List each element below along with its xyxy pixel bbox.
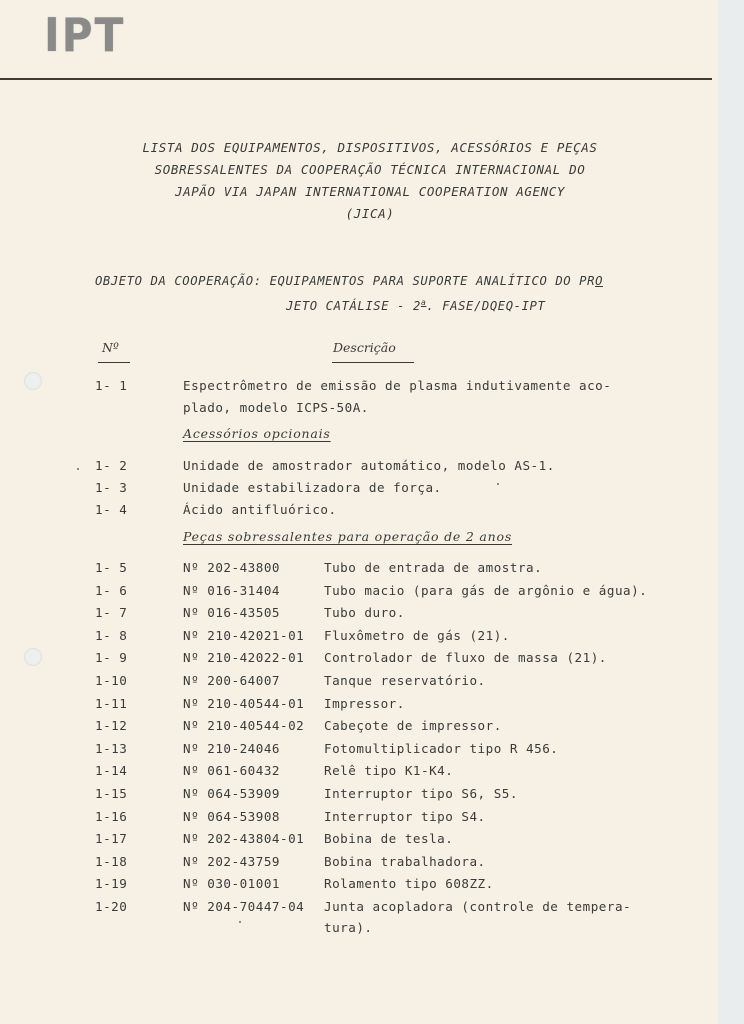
- cooperation-object: [95, 270, 603, 317]
- item-number: 1- 2: [95, 458, 128, 473]
- item-number: 1- 6: [95, 582, 128, 598]
- item-description: Tubo de entrada de amostra.: [324, 560, 543, 575]
- title-line: (JICA): [345, 206, 395, 221]
- column-header-rule: [332, 362, 414, 363]
- part-code: Nº 200-64007: [183, 673, 280, 688]
- item-description: Tubo macio (para gás de argônio e água).: [324, 582, 648, 598]
- item-number: 1-15: [95, 786, 128, 801]
- part-code: Nº 210-40544-02: [183, 718, 305, 734]
- objeto-text-line2-end: . FASE/DQEQ-IPT: [426, 299, 546, 314]
- item-number: 1- 7: [95, 605, 128, 621]
- item-number: 1- 1: [95, 378, 128, 393]
- item-description: Junta acopladora (controle de tempera-: [324, 899, 632, 914]
- item-description: Interruptor tipo S6, S5.: [324, 786, 518, 801]
- header-divider: [0, 78, 712, 80]
- item-number: 1-13: [95, 740, 128, 756]
- item-description: Impressor.: [324, 695, 405, 711]
- item-number: 1-20: [95, 899, 128, 914]
- part-code: Nº 202-43800: [183, 560, 280, 575]
- part-code: Nº 064-53908: [183, 808, 280, 824]
- item-description: Relê tipo K1-K4.: [324, 763, 454, 779]
- part-code: Nº 016-31404: [183, 582, 280, 598]
- punch-hole: [24, 372, 42, 390]
- paper-speck: [497, 483, 499, 485]
- item-description: tura).: [324, 920, 373, 935]
- title-line: JAPÃO VIA JAPAN INTERNATIONAL COOPERATION AGENCY: [174, 184, 566, 199]
- paper-speck: [239, 921, 241, 923]
- item-number: 1-10: [95, 673, 128, 688]
- item-description: Controlador de fluxo de massa (21).: [324, 650, 607, 666]
- item-description: Cabeçote de impressor.: [324, 718, 502, 734]
- item-description: Rolamento tipo 608ZZ.: [324, 876, 494, 892]
- item-description: Interruptor tipo S4.: [324, 808, 486, 824]
- part-code: Nº 210-42021-01: [183, 627, 305, 643]
- part-code: Nº 064-53909: [183, 786, 280, 801]
- column-header-number: Nº: [102, 340, 119, 355]
- item-number: 1-19: [95, 876, 128, 892]
- item-description: Espectrômetro de emissão de plasma indutivamente aco-: [183, 378, 612, 393]
- section-heading-spare-parts: Peças sobressalentes para operação de 2 anos: [183, 529, 513, 544]
- item-number: 1- 8: [95, 627, 128, 643]
- item-description: Tanque reservatório.: [324, 673, 486, 688]
- item-description: Unidade estabilizadora de força.: [183, 480, 442, 495]
- item-description: plado, modelo ICPS-50A.: [183, 400, 369, 415]
- section-heading-accessories: Acessórios opcionais: [183, 426, 331, 441]
- part-code: Nº 016-43505: [183, 605, 280, 621]
- column-header-rule: [98, 362, 130, 363]
- ipt-logo: IPT: [44, 8, 126, 62]
- item-number: 1-18: [95, 853, 128, 869]
- item-description: Ácido antifluórico.: [183, 502, 337, 517]
- item-number: 1-11: [95, 695, 128, 711]
- paper-speck: [77, 468, 79, 470]
- part-code: Nº 202-43804-01: [183, 831, 305, 847]
- item-description: Unidade de amostrador automático, modelo AS-1.: [183, 458, 555, 473]
- title-line: LISTA DOS EQUIPAMENTOS, DISPOSITIVOS, ACESSÓRIOS E PEÇAS: [142, 140, 598, 155]
- part-code: Nº 204-70447-04: [183, 899, 305, 914]
- title-line: SOBRESSALENTES DA COOPERAÇÃO TÉCNICA INTERNACIONAL DO: [154, 162, 586, 177]
- item-number: 1- 4: [95, 502, 128, 517]
- item-number: 1- 3: [95, 480, 128, 495]
- objeto-underlined-letter: O: [595, 274, 603, 288]
- item-number: 1- 5: [95, 560, 128, 575]
- part-code: Nº 210-42022-01: [183, 650, 305, 666]
- punch-hole: [24, 648, 42, 666]
- item-description: Bobina de tesla.: [324, 831, 454, 847]
- item-number: 1- 9: [95, 650, 128, 666]
- objeto-text-line1: EQUIPAMENTOS PARA SUPORTE ANALÍTICO DO PR: [269, 274, 596, 288]
- item-number: 1-17: [95, 831, 128, 847]
- item-description: Tubo duro.: [324, 605, 405, 621]
- objeto-text-line2: JETO CATÁLISE - 2: [286, 299, 421, 314]
- item-description: Fluxômetro de gás (21).: [324, 627, 510, 643]
- item-number: 1-16: [95, 808, 128, 824]
- objeto-label: OBJETO DA COOPERAÇÃO:: [95, 274, 262, 288]
- column-header-description: Descrição: [333, 340, 396, 355]
- item-number: 1-12: [95, 718, 128, 734]
- ordinal-superscript: a: [420, 298, 427, 307]
- item-description: Bobina trabalhadora.: [324, 853, 486, 869]
- part-code: Nº 202-43759: [183, 853, 280, 869]
- document-title: [60, 137, 680, 225]
- part-code: Nº 030-01001: [183, 876, 280, 892]
- part-code: Nº 061-60432: [183, 763, 280, 779]
- part-code: Nº 210-40544-01: [183, 695, 305, 711]
- item-number: 1-14: [95, 763, 128, 779]
- part-code: Nº 210-24046: [183, 740, 280, 756]
- item-description: Fotomultiplicador tipo R 456.: [324, 740, 559, 756]
